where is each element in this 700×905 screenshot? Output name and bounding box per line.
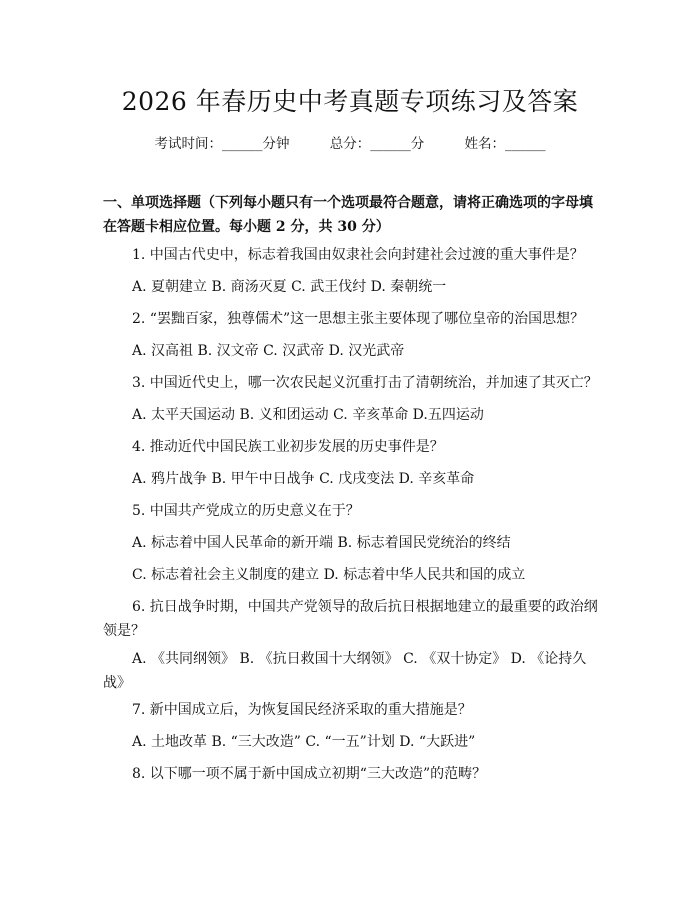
question-5: 5. 中国共产党成立的历史意义在于？	[132, 503, 360, 519]
question-4: 4. 推动近代中国民族工业初步发展的历史事件是？	[132, 439, 444, 455]
options-7: A. 土地改革 B. “三大改造” C. “一五”计划 D. “大跃进”	[132, 734, 476, 750]
question-3: 3. 中国近代史上，哪一次农民起义沉重打击了清朝统治，并加速了其灭亡？	[132, 375, 598, 391]
options-3: A. 太平天国运动 B. 义和团运动 C. 辛亥革命 D.五四运动	[132, 407, 484, 423]
options-2: A. 汉高祖 B. 汉文帝 C. 汉武帝 D. 汉光武帝	[132, 343, 405, 359]
exam-time-field: 考试时间：______分钟	[154, 136, 290, 152]
section-heading: 一、单项选择题（下列每小题只有一个选项最符合题意，请将正确选项的字母填在答题卡相应位置。每小题 2 分，共 30 分）	[103, 195, 593, 235]
question-2: 2. “罢黜百家，独尊儒术”这一思想主张主要体现了哪位皇帝的治国思想？	[132, 311, 585, 327]
options-4: A. 鸦片战争 B. 甲午中日战争 C. 戊戌变法 D. 辛亥革命	[132, 471, 475, 487]
exam-meta	[0, 132, 700, 152]
question-7: 7. 新中国成立后，为恢复国民经济采取的重大措施是？	[132, 702, 472, 718]
page-title: 2026 年春历史中考真题专项练习及答案	[121, 87, 579, 116]
options-6: A. 《共同纲领》 B. 《抗日救国十大纲领》 C. 《双十协定》 D. 《论持久战》	[103, 651, 587, 691]
name-field: 姓名：______	[464, 136, 546, 152]
total-score-field: 总分：______分	[329, 136, 425, 152]
question-8: 8. 以下哪一项不属于新中国成立初期“三大改造”的范畴？	[132, 766, 487, 782]
options-5b: C. 标志着社会主义制度的建立 D. 标志着中华人民共和国的成立	[132, 567, 526, 583]
options-5a: A. 标志着中国人民革命的新开端 B. 标志着国民党统治的终结	[132, 535, 511, 551]
options-1: A. 夏朝建立 B. 商汤灭夏 C. 武王伐纣 D. 秦朝统一	[132, 279, 447, 295]
question-6: 6. 抗日战争时期，中国共产党领导的敌后抗日根据地建立的最重要的政治纲领是？	[103, 599, 598, 639]
question-1: 1. 中国古代史中，标志着我国由奴隶社会向封建社会过渡的重大事件是？	[132, 247, 584, 263]
